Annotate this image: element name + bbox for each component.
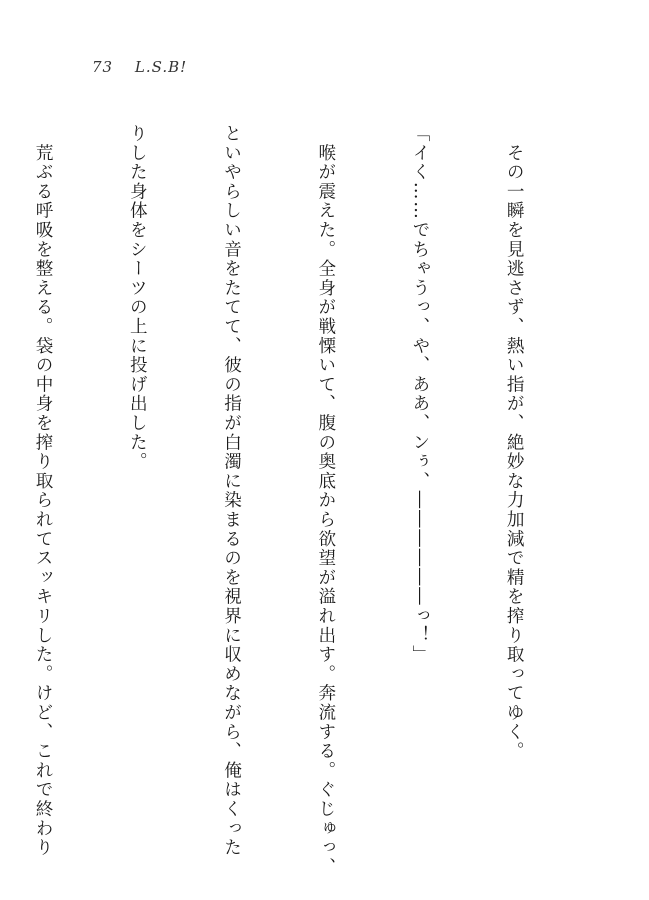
text-line: 喉が震えた。全身が戦慄いて、腹の奥底から欲望が溢れ出す。奔流する。ぐじゅっ、 xyxy=(315,124,336,877)
text-line: 「イく……でちゃうっ、や、ああ、ンぅ、――――――っ！」 xyxy=(409,124,430,665)
running-title: L.S.B! xyxy=(134,58,188,76)
text-line: りした身体をシーツの上に投げ出した。 xyxy=(127,124,148,472)
text-line: 荒ぶる呼吸を整える。袋の中身を搾り取られてスッキリした。けど、これで終わり xyxy=(33,124,54,858)
vertical-body-text xyxy=(33,124,592,877)
page-number: 73 xyxy=(92,58,114,76)
text-line: その一瞬を見逃さず、熱い指が、絶妙な力加減で精を搾り取ってゆく。 xyxy=(504,124,525,761)
page-header xyxy=(92,58,187,76)
text-line: といやらしい音をたてて、彼の指が白濁に染まるのを視界に収めながら、俺はくった xyxy=(221,124,242,858)
